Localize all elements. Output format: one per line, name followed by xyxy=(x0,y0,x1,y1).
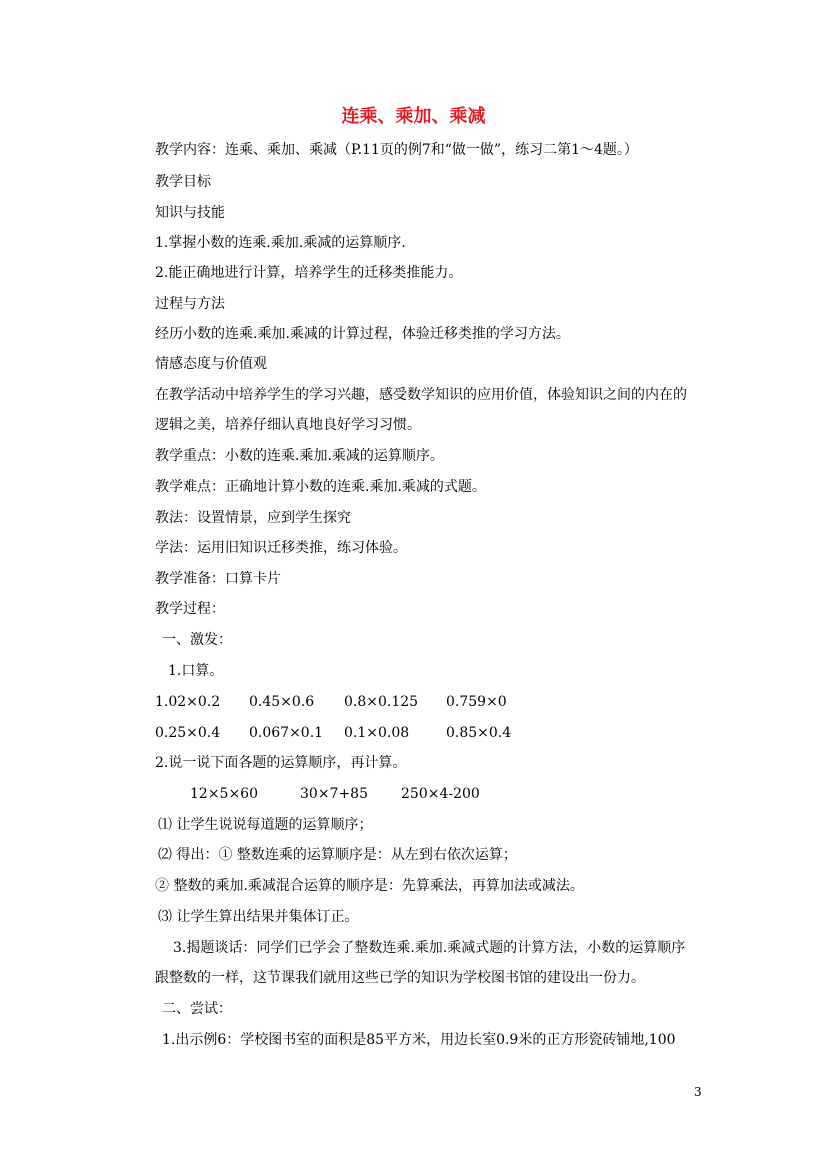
step-2-b: ② 整数的乘加.乘减混合运算的顺序是：先算乘法，再算加法或减法。 xyxy=(155,878,584,894)
emotion-text-line-1: 在教学活动中培养学生的学习兴趣，感受数学知识的应用价值，体验知识之间的内在的 xyxy=(155,387,687,403)
intro-line-1: 3.揭题谈话：同学们已学会了整数连乘.乘加.乘减式题的计算方法，小数的运算顺序 xyxy=(173,940,686,956)
oral-expr: 0.45×0.6 xyxy=(249,694,315,710)
page-number: 3 xyxy=(694,1085,702,1099)
order-expr: 30×7+85 xyxy=(300,786,368,802)
emotion-text-line-2: 逻辑之美，培养仔细认真地良好学习习惯。 xyxy=(155,417,421,433)
heading-process: 过程与方法 xyxy=(155,296,225,312)
section-1-heading: 一、激发： xyxy=(162,632,232,648)
step-1: ⑴ 让学生说说每道题的运算顺序； xyxy=(158,817,373,833)
order-expr: 250×4-200 xyxy=(401,786,480,802)
step-3: ⑶ 让学生算出结果并集体订正。 xyxy=(158,909,359,925)
step-2: ⑵ 得出：① 整数连乘的运算顺序是：从左到右依次运算； xyxy=(158,847,517,863)
section-2-heading: 二、尝试： xyxy=(162,1001,232,1017)
oral-expr: 0.067×0.1 xyxy=(249,725,324,741)
intro-line-2: 跟整数的一样，这节课我们就用这些已学的知识为学校图书馆的建设出一份力。 xyxy=(155,970,645,986)
oral-expr: 1.02×0.2 xyxy=(155,694,221,710)
teaching-method: 教法：设置情景，应到学生探究 xyxy=(155,510,351,526)
document-title: 连乘、乘加、乘减 xyxy=(341,106,486,127)
heading-emotion: 情感态度与价值观 xyxy=(155,356,267,372)
knowledge-item-2: 2.能正确地进行计算，培养学生的迁移类推能力。 xyxy=(155,265,463,281)
oral-expr: 0.25×0.4 xyxy=(155,725,221,741)
example-6: 1.出示例6：学校图书室的面积是85平方米，用边长室0.9米的正方形瓷砖铺地,100 xyxy=(162,1032,676,1048)
teaching-content: 教学内容：连乘、乘加、乘减（P.11页的例7和“做一做”，练习二第1～4题。） xyxy=(155,142,638,158)
difficulty-point: 教学难点：正确地计算小数的连乘.乘加.乘减的式题。 xyxy=(155,479,486,495)
heading-goals: 教学目标 xyxy=(155,174,211,190)
order-expr: 12×5×60 xyxy=(190,786,258,802)
oral-expr: 0.8×0.125 xyxy=(344,694,419,710)
knowledge-item-1: 1.掌握小数的连乘.乘加.乘减的运算顺序. xyxy=(155,235,406,251)
oral-expr: 0.1×0.08 xyxy=(344,725,410,741)
heading-knowledge: 知识与技能 xyxy=(155,205,225,221)
learning-method: 学法：运用旧知识迁移类推，练习体验。 xyxy=(155,540,407,556)
key-point: 教学重点：小数的连乘.乘加.乘减的运算顺序。 xyxy=(155,448,444,464)
oral-expr: 0.85×0.4 xyxy=(446,725,512,741)
preparation: 教学准备：口算卡片 xyxy=(155,571,281,587)
oral-expr: 0.759×0 xyxy=(446,694,507,710)
order-question-heading: 2.说一说下面各题的运算顺序，再计算。 xyxy=(155,755,407,771)
process-item-1: 经历小数的连乘.乘加.乘减的计算过程，体验迁移类推的学习方法。 xyxy=(155,326,570,342)
heading-procedure: 教学过程： xyxy=(155,601,225,617)
oral-calc-heading: 1.口算。 xyxy=(168,663,224,679)
